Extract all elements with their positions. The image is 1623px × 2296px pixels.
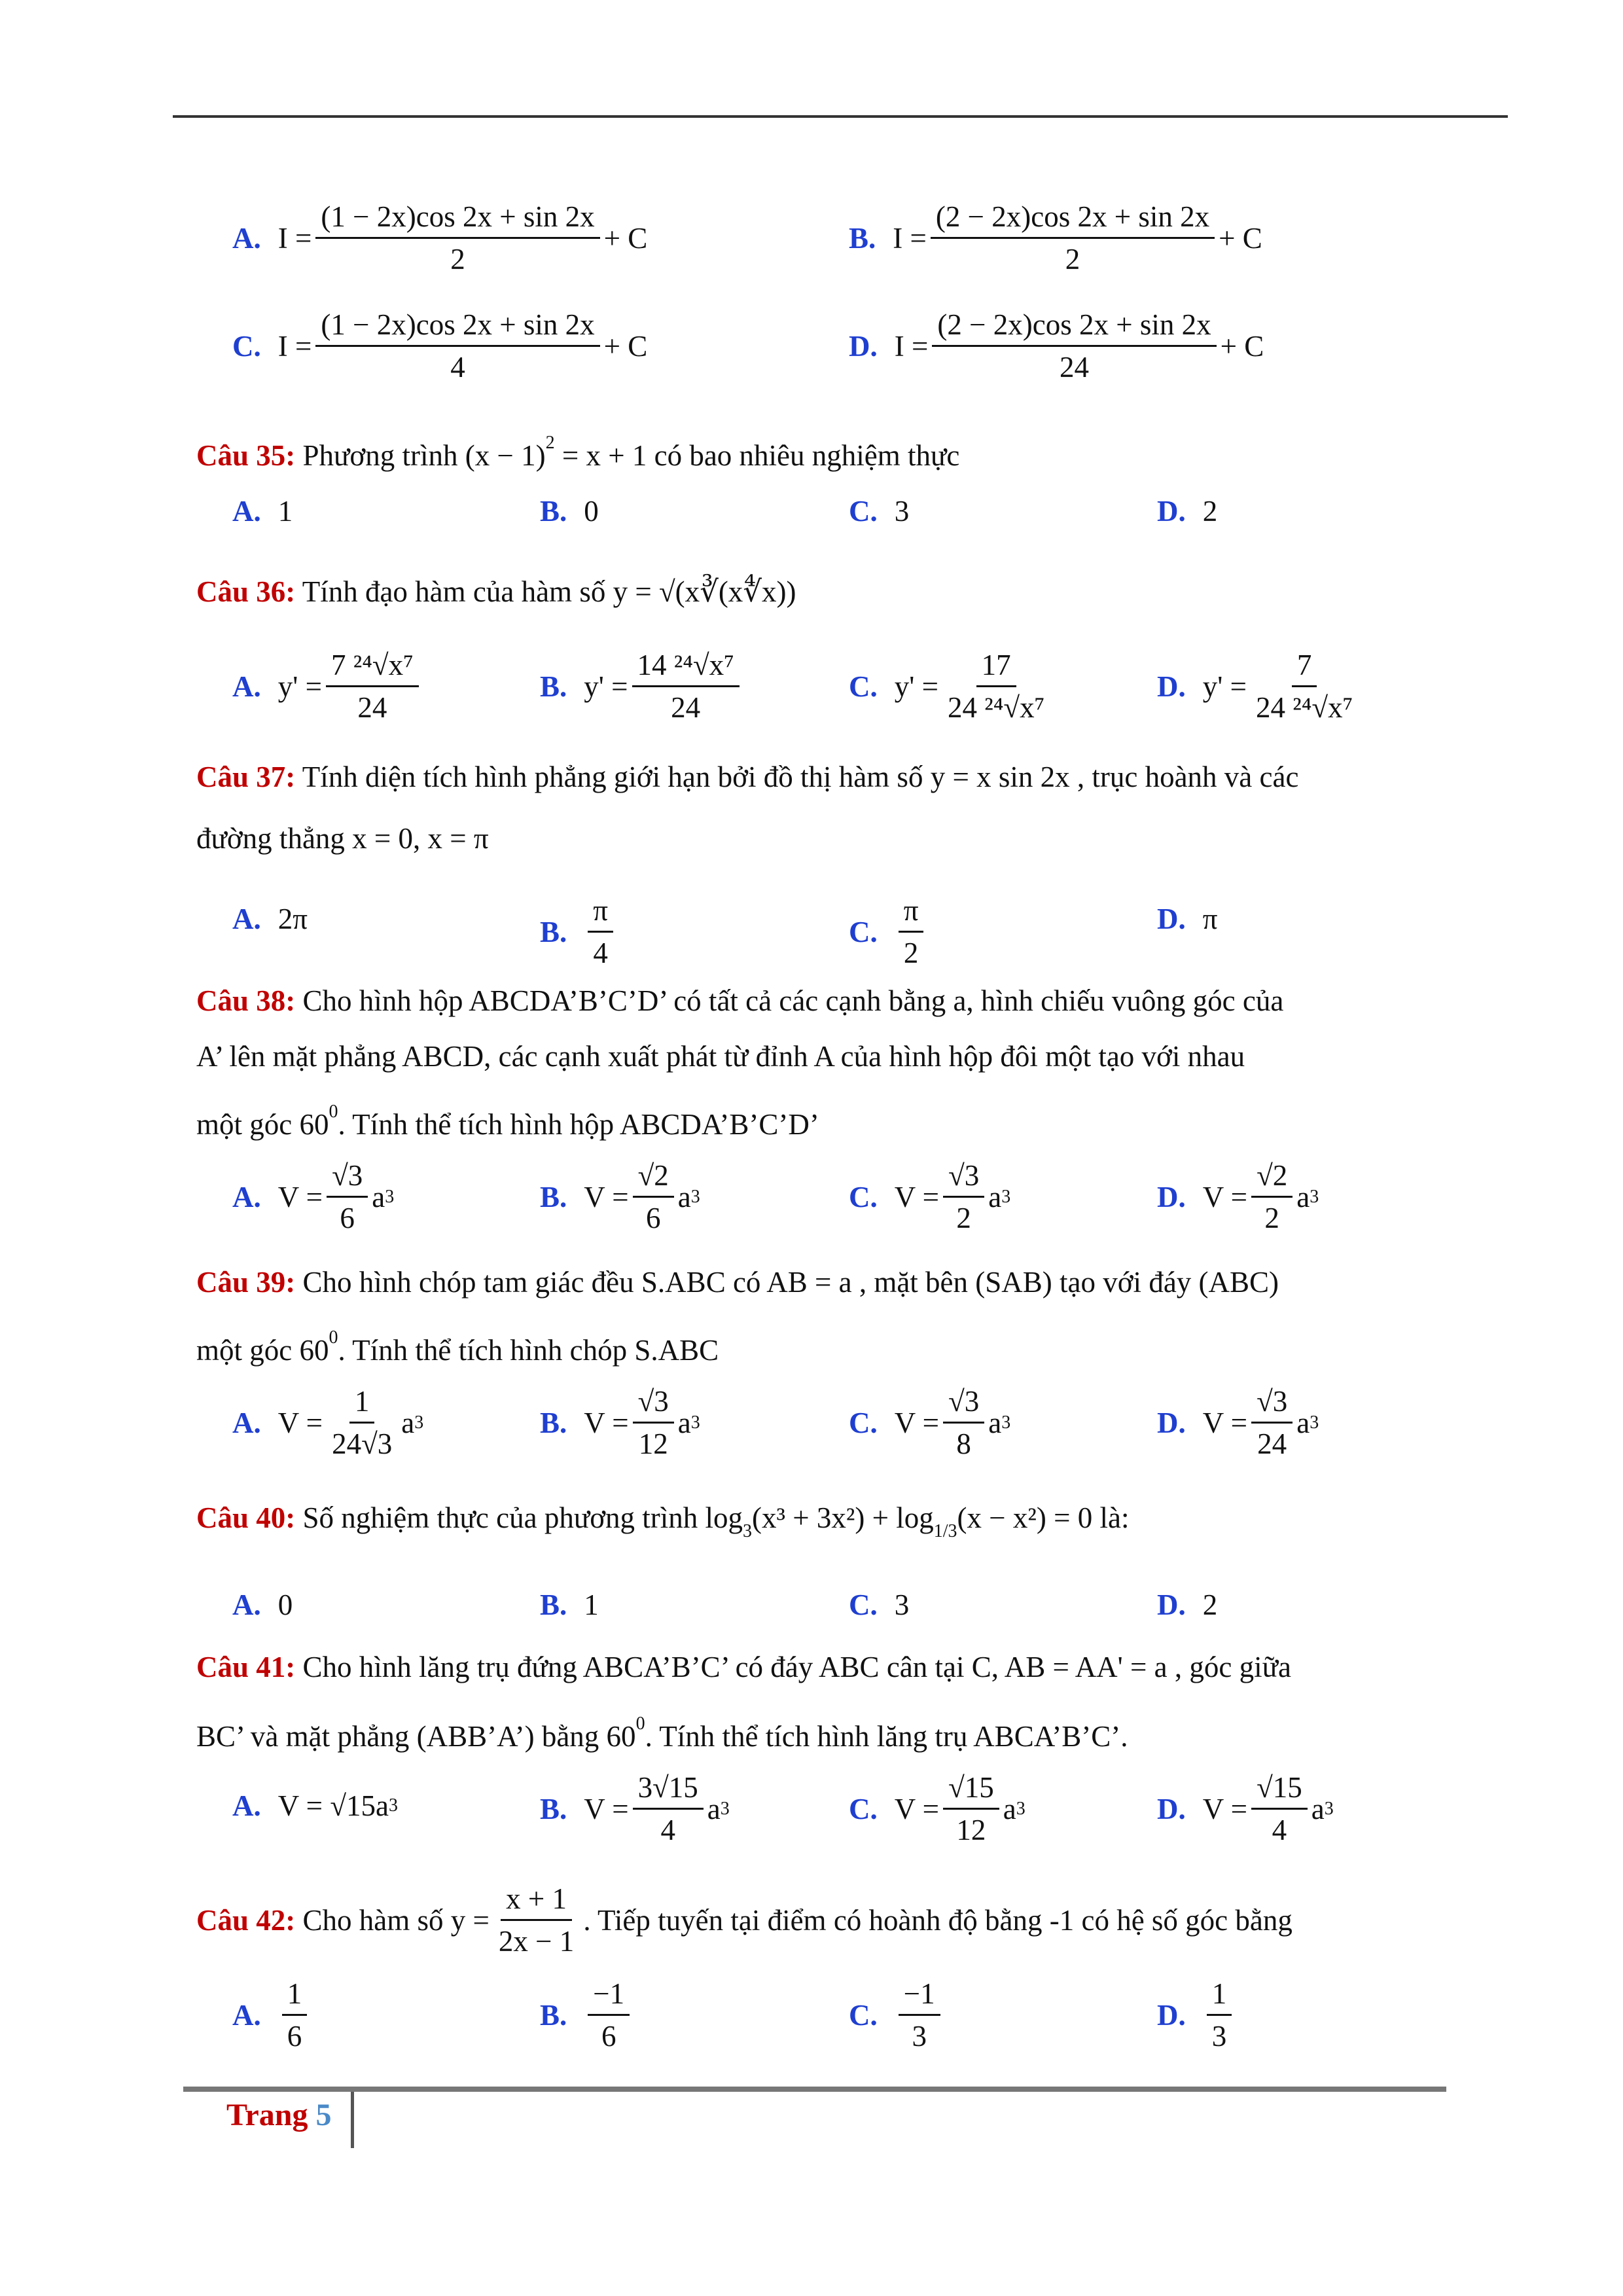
stem-text: đường thẳng [196,822,353,855]
numerator: 17 [976,645,1016,687]
numerator: √3 [1251,1381,1293,1424]
question-number: Câu 38: [196,984,296,1017]
footer-label: Trang [226,2098,316,2132]
q36-option-c [849,645,1054,728]
option-rhs: a [1311,1792,1325,1825]
numerator: −1 [588,1973,630,2016]
denominator: 2 [1264,1202,1279,1234]
option-value: π [1202,903,1218,935]
numerator: 7 ²⁴√x⁷ [326,645,419,687]
option-label: D. [1157,1588,1186,1621]
option-label: B. [540,915,567,948]
denominator: 4 [660,1814,675,1846]
option-fraction [327,1381,397,1464]
option-fraction [1207,1973,1232,2056]
stem-text: Tính diện tích hình phẳng giới hạn bởi đồ thị hàm số [295,761,931,793]
exponent: 3 [414,1412,424,1433]
option-label: D. [1157,1998,1186,2032]
option-label: A. [232,1588,261,1621]
denominator: 24 [671,691,701,724]
page-footer [226,2097,331,2133]
denominator: 6 [645,1202,661,1234]
q35-option-a [232,492,293,530]
q41-option-c [849,1767,1026,1850]
q41-stem-line1 [196,1648,1291,1686]
denominator: 6 [340,1202,355,1234]
option-rhs: a [1296,1406,1310,1439]
option-label: A. [232,1180,261,1213]
exponent: 3 [720,1798,730,1819]
q41-stem-line2 [196,1705,1128,1755]
option-value: 0 [277,1588,293,1621]
exponent: 3 [1001,1186,1011,1207]
option-rhs: a [988,1180,1002,1213]
q38-stem-line3 [196,1093,819,1143]
option-value: 3 [894,1588,910,1621]
option-label: B. [540,1180,567,1213]
option-rhs: a [1296,1180,1310,1213]
q35-option-c [849,492,909,530]
equation: (x − x²) = 0 [957,1501,1093,1534]
option-rhs: a [677,1180,691,1213]
q39-option-d [1157,1381,1319,1464]
equation: y = √(x∛(x∜x)) [613,575,796,608]
stem-text: , trục hoành và các [1069,761,1299,793]
option-value: 2 [1202,1588,1218,1621]
exponent: 3 [1310,1412,1319,1433]
stem-text: một góc 60 [196,1334,329,1367]
denominator: 6 [601,2020,616,2053]
option-label: D. [1157,903,1186,935]
stem-text: A’ lên mặt phẳng ABCD, các cạnh xuất phát từ đỉnh A của hình hộp đôi một tạo với nhau [196,1040,1245,1073]
option-rhs: + C [603,221,648,255]
option-value: 2 [1202,495,1218,528]
equation: (x³ + 3x²) [752,1501,865,1534]
stem-text: có bao nhiêu nghiệm thực [647,439,960,472]
numerator: √15 [1251,1767,1308,1810]
denominator: 24 ²⁴√x⁷ [948,691,1045,724]
q35-option-b [540,492,599,530]
equation: y = x sin 2x [930,761,1070,793]
q38-option-a [232,1155,394,1238]
denominator: 24 [1059,351,1089,384]
option-label: A. [232,1789,261,1822]
denominator: 2 [450,243,465,276]
stem-text: Phương trình [295,439,465,472]
option-fraction [633,1381,674,1464]
denominator: 3 [912,2020,927,2053]
numerator: π [899,890,924,933]
denominator: 2 [956,1202,971,1234]
q39-stem-line2 [196,1319,719,1369]
q40-option-b [540,1586,599,1624]
option-label: C. [849,670,878,703]
denominator: 2 [903,937,919,969]
question-number: Câu 39: [196,1266,296,1299]
option-fraction [327,1155,368,1238]
equation: AB = a [766,1266,852,1299]
option-fraction [943,1767,999,1850]
stem-text: Số nghiệm thực của phương trình [295,1501,705,1534]
option-fraction [943,1155,984,1238]
q37-option-b [540,890,617,973]
option-label: B. [540,670,567,703]
question-number: Câu 36: [196,575,296,608]
option-lhs: V = [894,1406,940,1439]
q34-option-b [849,196,1262,279]
denominator: 24 ²⁴√x⁷ [1256,691,1353,724]
option-label: D. [1157,1180,1186,1213]
option-rhs: + C [1220,329,1264,363]
stem-text: một góc 60 [196,1108,329,1141]
option-label: B. [540,1406,567,1439]
q42-option-b [540,1973,633,2056]
option-lhs: V = [894,1180,940,1213]
numerator: −1 [899,1973,940,2016]
q42-option-c [849,1973,944,2056]
option-fraction [588,890,613,973]
denominator: 4 [593,937,608,969]
exponent: 3 [1310,1186,1319,1207]
option-rhs: a [677,1406,691,1439]
numerator: √3 [327,1155,368,1198]
option-fraction [899,890,924,973]
q42-stem [196,1878,1293,1962]
equation: log [705,1501,743,1534]
option-lhs: V = [1202,1406,1248,1439]
q42-option-a [232,1973,311,2056]
q34-option-a [232,196,647,279]
option-rhs: a [988,1406,1002,1439]
q41-option-b [540,1767,730,1850]
option-rhs: + C [1219,221,1262,255]
exponent: 2 [545,433,555,453]
option-label: B. [540,1792,567,1825]
numerator: π [588,890,613,933]
exponent: 3 [1016,1798,1026,1819]
option-label: A. [232,221,261,255]
option-lhs: y' = [584,670,628,703]
option-lhs: V = [1202,1792,1248,1825]
option-value: 3 [894,495,910,528]
option-label: C. [849,1406,878,1439]
q38-stem-line1 [196,982,1283,1020]
option-rhs: + C [603,329,648,363]
option-label: D. [1157,670,1186,703]
equation: y = [450,1903,490,1937]
exponent: 3 [388,1795,398,1816]
q36-option-d [1157,645,1362,728]
option-value: 0 [584,495,599,528]
numerator: 7 [1292,645,1317,687]
option-fraction [282,1973,308,2056]
stem-text: . Tiếp tuyến tại điểm có hoành độ bằng -1 có hệ số góc bằng [583,1903,1293,1937]
option-lhs: I = [277,221,312,255]
option-fraction [943,1381,984,1464]
q41-option-a [232,1787,398,1825]
exponent: 3 [690,1186,700,1207]
log-base: 3 [743,1521,753,1541]
option-label: A. [232,670,261,703]
q35-stem [196,424,959,475]
q38-stem-line2 [196,1037,1245,1075]
footer-divider [351,2092,354,2148]
denominator: 2x − 1 [498,1925,575,1958]
q36-stem [196,573,796,611]
option-lhs: V = [584,1406,629,1439]
equation: x = 0, x = π [352,822,489,855]
degree-sup: 0 [329,1327,338,1348]
option-rhs: a [707,1792,721,1825]
q38-option-b [540,1155,700,1238]
option-label: C. [849,1180,878,1213]
numerator: (2 − 2x)cos 2x + sin 2x [931,196,1215,239]
option-label: D. [849,329,878,363]
degree-sup: 0 [635,1713,645,1734]
denominator: 24√3 [332,1427,393,1460]
q37-option-c [849,890,927,973]
option-label: A. [232,495,261,528]
option-fraction [1251,1155,1293,1238]
q37-option-d [1157,900,1217,938]
option-lhs: V = [894,1792,940,1825]
q39-option-b [540,1381,700,1464]
numerator: √3 [943,1381,984,1424]
option-lhs: y' = [1202,670,1247,703]
numerator: √2 [1251,1155,1293,1198]
option-fraction [633,1155,674,1238]
option-value: 2π [277,903,308,935]
option-label: B. [540,495,567,528]
numerator: 1 [282,1973,308,2016]
q37-option-a [232,900,308,938]
exponent: 3 [1001,1412,1011,1433]
option-fraction [899,1973,940,2056]
numerator: x + 1 [501,1878,572,1921]
stem-text: Cho hình hộp ABCDA’B’C’D’ có tất cả các cạnh bằng a, hình chiếu vuông góc của [295,984,1284,1017]
exponent: 3 [690,1412,700,1433]
denominator: 12 [638,1427,668,1460]
q36-option-a [232,645,423,728]
q40-option-c [849,1586,909,1624]
q39-option-a [232,1381,423,1464]
question-number: Câu 42: [196,1903,296,1937]
option-lhs: V = [277,1180,323,1213]
option-lhs: I = [277,329,312,363]
question-number: Câu 37: [196,761,296,793]
option-fraction [633,1767,704,1850]
option-fraction [1251,645,1358,728]
q40-stem [196,1499,1130,1551]
option-label: A. [232,1406,261,1439]
stem-text: , mặt bên (SAB) tạo với đáy (ABC) [851,1266,1279,1299]
equation: + log [865,1501,934,1534]
q38-option-d [1157,1155,1319,1238]
q34-option-c [232,304,647,387]
numerator: 3√15 [633,1767,704,1810]
q36-option-b [540,645,743,728]
page-number: 5 [315,2098,332,2132]
stem-text: Cho hình chóp tam giác đều S.ABC có [295,1266,767,1299]
q40-option-d [1157,1586,1217,1624]
option-fraction [931,196,1215,279]
option-lhs: I = [893,221,927,255]
q34-option-d [849,304,1264,387]
numerator: √15 [943,1767,999,1810]
option-label: B. [540,1588,567,1621]
q39-option-c [849,1381,1010,1464]
numerator: 1 [1207,1973,1232,2016]
option-label: C. [849,495,878,528]
option-label: B. [540,1998,567,2032]
option-value: V = √15a [277,1789,389,1822]
q39-stem-line1 [196,1263,1279,1301]
denominator: 6 [287,2020,302,2053]
q41-option-d [1157,1767,1334,1850]
option-rhs: a [372,1180,385,1213]
q37-stem-line1 [196,758,1298,796]
header-rule [173,115,1508,118]
option-fraction [588,1973,630,2056]
denominator: 2 [1065,243,1080,276]
option-label: B. [849,221,876,255]
stem-text: . Tính thể tích hình hộp ABCDA’B’C’D’ [338,1108,819,1141]
stem-text: . Tính thể tích hình lăng trụ ABCA’B’C’. [645,1720,1128,1753]
equation: AB = AA' = a [1004,1651,1168,1683]
option-lhs: I = [894,329,929,363]
q35-option-d [1157,492,1217,530]
option-lhs: y' = [277,670,322,703]
denominator: 24 [1257,1427,1287,1460]
stem-text: BC’ và mặt phẳng (ABB’A’) bằng 60 [196,1720,636,1753]
option-rhs: a [401,1406,415,1439]
denominator: 4 [450,351,465,384]
option-rhs: a [1003,1792,1016,1825]
denominator: 8 [956,1427,971,1460]
option-label: A. [232,903,261,935]
option-label: D. [1157,1406,1186,1439]
option-label: C. [849,1792,878,1825]
stem-text: Cho hình lăng trụ đứng ABCA’B’C’ có đáy ABC cân tại C, [295,1651,1005,1683]
stem-text: là: [1092,1501,1130,1534]
option-fraction [326,645,419,728]
numerator: 14 ²⁴√x⁷ [632,645,740,687]
question-number: Câu 35: [196,439,296,472]
q42-option-d [1157,1973,1236,2056]
numerator: √3 [633,1381,674,1424]
exponent: 3 [385,1186,395,1207]
denominator: 4 [1272,1814,1287,1846]
option-fraction [1251,1381,1293,1464]
option-fraction [1251,1767,1308,1850]
option-label: C. [232,329,261,363]
option-label: C. [849,1998,878,2032]
option-lhs: V = [584,1792,629,1825]
degree-sup: 0 [329,1102,338,1122]
option-fraction [932,304,1216,387]
option-value: 1 [277,495,293,528]
option-lhs: V = [1202,1180,1248,1213]
stem-text: Cho hàm số [295,1903,451,1937]
stem-text: . Tính thể tích hình chóp S.ABC [338,1334,719,1367]
denominator: 12 [956,1814,986,1846]
numerator: 1 [349,1381,375,1424]
numerator: √3 [943,1155,984,1198]
exponent: 3 [1324,1798,1334,1819]
denominator: 3 [1211,2020,1227,2053]
q38-option-c [849,1155,1010,1238]
option-fraction [315,304,599,387]
option-label: D. [1157,495,1186,528]
question-number: Câu 40: [196,1501,296,1534]
numerator: √2 [633,1155,674,1198]
option-fraction [315,196,599,279]
option-label: D. [1157,1792,1186,1825]
denominator: 24 [357,691,387,724]
numerator: (1 − 2x)cos 2x + sin 2x [315,196,599,239]
option-fraction [632,645,740,728]
option-label: C. [849,1588,878,1621]
option-lhs: V = [277,1406,323,1439]
option-fraction [942,645,1050,728]
log-base: 1/3 [933,1521,957,1541]
option-label: C. [849,915,878,948]
option-lhs: y' = [894,670,938,703]
footer-rule [183,2087,1446,2092]
option-lhs: V = [584,1180,629,1213]
stem-text: , góc giữa [1167,1651,1291,1683]
equation: (x − 1) [465,439,546,472]
q40-option-a [232,1586,293,1624]
q37-stem-line2 [196,819,489,857]
numerator: (2 − 2x)cos 2x + sin 2x [932,304,1216,347]
option-label: A. [232,1998,261,2032]
stem-text: Tính đạo hàm của hàm số [295,575,613,608]
equation-fraction [493,1878,579,1962]
option-value: 1 [584,1588,599,1621]
question-number: Câu 41: [196,1651,296,1683]
numerator: (1 − 2x)cos 2x + sin 2x [315,304,599,347]
equation: = x + 1 [554,439,647,472]
